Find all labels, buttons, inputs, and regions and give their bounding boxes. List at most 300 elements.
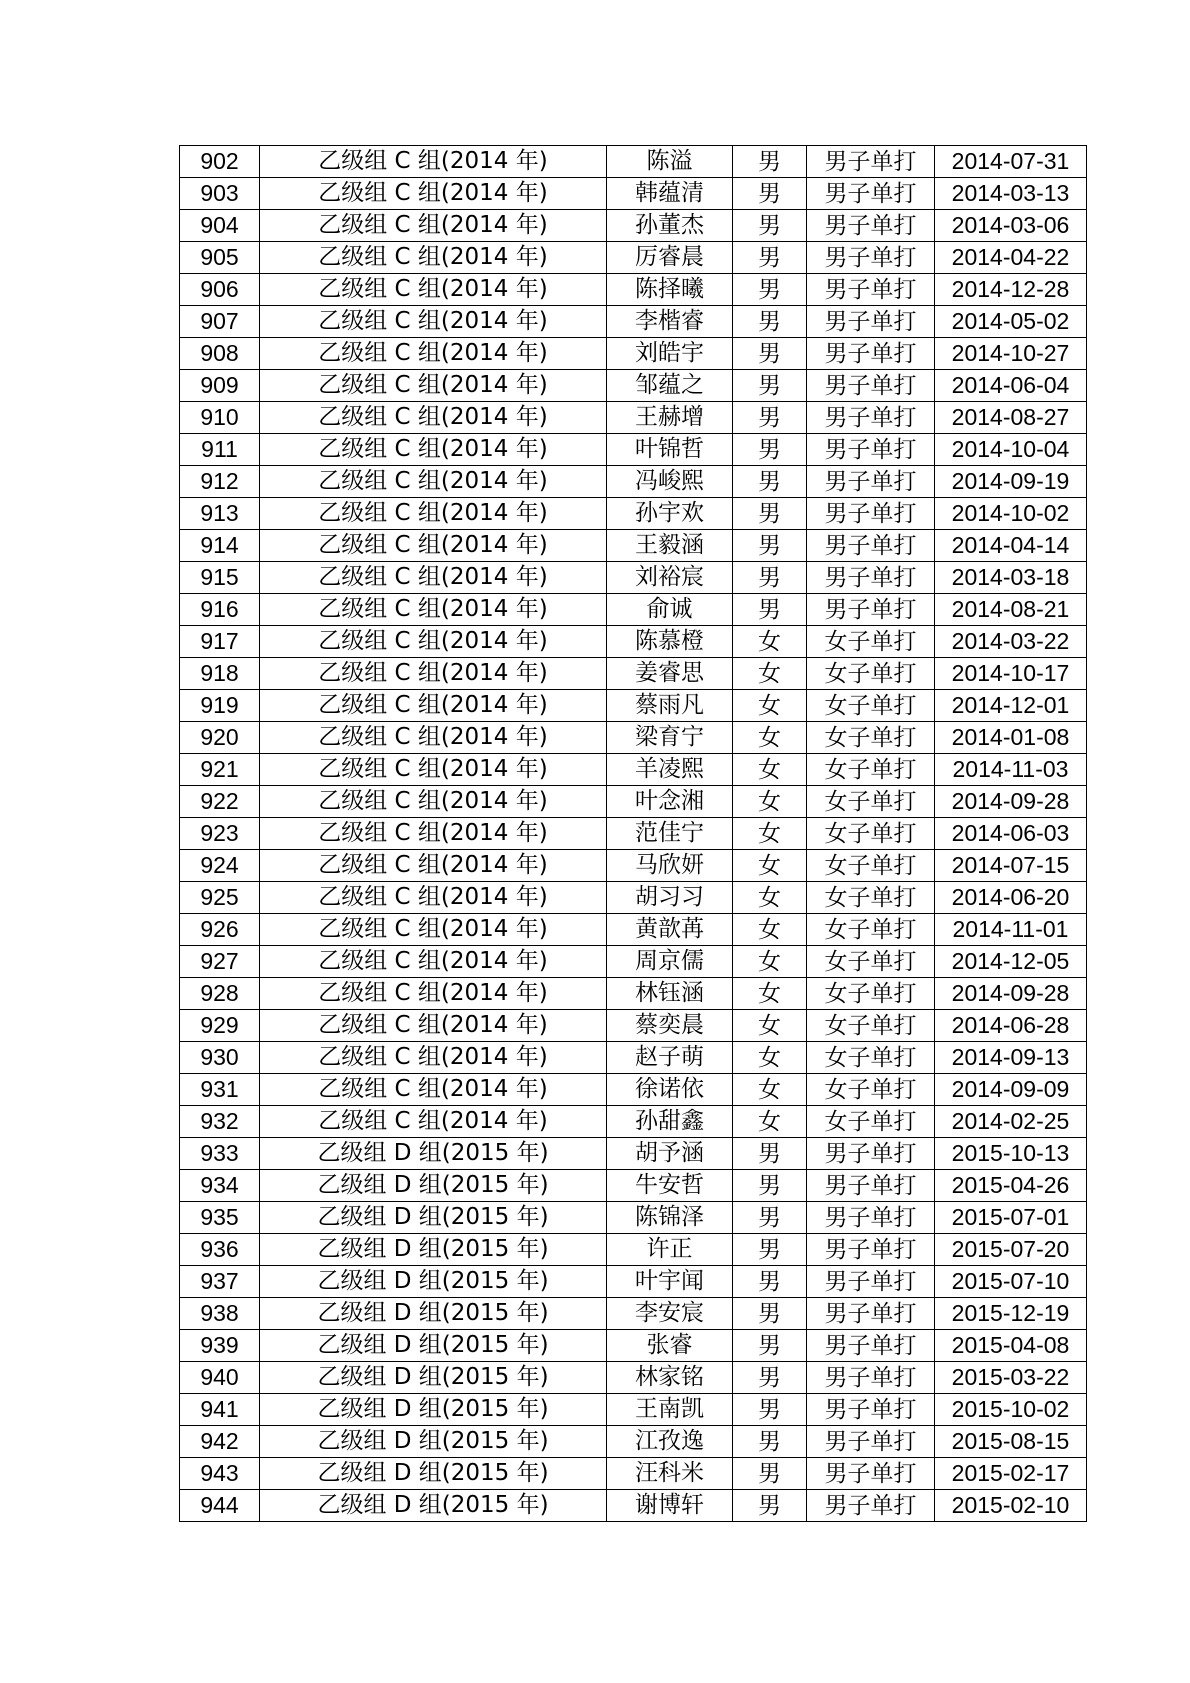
- gender-cell: 男: [733, 1298, 807, 1330]
- entry-number-cell: 941: [180, 1394, 260, 1426]
- entry-number-cell: 942: [180, 1426, 260, 1458]
- birth-date-cell: 2015-08-15: [935, 1426, 1087, 1458]
- age-group-cell: 乙级组 C 组(2014 年): [260, 178, 607, 210]
- birth-date-cell: 2015-10-13: [935, 1138, 1087, 1170]
- age-group-cell: 乙级组 C 组(2014 年): [260, 882, 607, 914]
- event-cell: 女子单打: [807, 1010, 935, 1042]
- player-name-cell: 厉睿晨: [607, 242, 733, 274]
- player-name-cell: 林家铭: [607, 1362, 733, 1394]
- table-row: [180, 1298, 1087, 1330]
- table-row: [180, 978, 1087, 1010]
- entry-number-cell: 924: [180, 850, 260, 882]
- event-cell: 女子单打: [807, 914, 935, 946]
- player-name-cell: 李楷睿: [607, 306, 733, 338]
- age-group-cell: 乙级组 D 组(2015 年): [260, 1330, 607, 1362]
- birth-date-cell: 2014-06-20: [935, 882, 1087, 914]
- birth-date-cell: 2014-03-18: [935, 562, 1087, 594]
- birth-date-cell: 2014-12-28: [935, 274, 1087, 306]
- gender-cell: 女: [733, 722, 807, 754]
- birth-date-cell: 2015-07-10: [935, 1266, 1087, 1298]
- event-cell: 男子单打: [807, 466, 935, 498]
- age-group-cell: 乙级组 D 组(2015 年): [260, 1170, 607, 1202]
- birth-date-cell: 2014-01-08: [935, 722, 1087, 754]
- age-group-cell: 乙级组 C 组(2014 年): [260, 754, 607, 786]
- entry-number-cell: 923: [180, 818, 260, 850]
- event-cell: 男子单打: [807, 498, 935, 530]
- event-cell: 男子单打: [807, 1234, 935, 1266]
- entry-number-cell: 912: [180, 466, 260, 498]
- player-name-cell: 姜睿思: [607, 658, 733, 690]
- age-group-cell: 乙级组 D 组(2015 年): [260, 1426, 607, 1458]
- age-group-cell: 乙级组 C 组(2014 年): [260, 370, 607, 402]
- birth-date-cell: 2014-10-02: [935, 498, 1087, 530]
- entry-number-cell: 935: [180, 1202, 260, 1234]
- gender-cell: 女: [733, 882, 807, 914]
- birth-date-cell: 2015-12-19: [935, 1298, 1087, 1330]
- birth-date-cell: 2015-03-22: [935, 1362, 1087, 1394]
- birth-date-cell: 2014-09-13: [935, 1042, 1087, 1074]
- gender-cell: 男: [733, 274, 807, 306]
- age-group-cell: 乙级组 C 组(2014 年): [260, 1042, 607, 1074]
- gender-cell: 男: [733, 1426, 807, 1458]
- entry-number-cell: 934: [180, 1170, 260, 1202]
- entry-number-cell: 943: [180, 1458, 260, 1490]
- age-group-cell: 乙级组 D 组(2015 年): [260, 1394, 607, 1426]
- table-row: [180, 274, 1087, 306]
- player-name-cell: 牛安哲: [607, 1170, 733, 1202]
- birth-date-cell: 2015-02-10: [935, 1490, 1087, 1522]
- entry-number-cell: 939: [180, 1330, 260, 1362]
- event-cell: 男子单打: [807, 1394, 935, 1426]
- birth-date-cell: 2014-10-17: [935, 658, 1087, 690]
- birth-date-cell: 2014-03-06: [935, 210, 1087, 242]
- gender-cell: 女: [733, 690, 807, 722]
- gender-cell: 女: [733, 914, 807, 946]
- age-group-cell: 乙级组 C 组(2014 年): [260, 786, 607, 818]
- event-cell: 女子单打: [807, 1074, 935, 1106]
- age-group-cell: 乙级组 D 组(2015 年): [260, 1234, 607, 1266]
- table-row: [180, 1490, 1087, 1522]
- age-group-cell: 乙级组 C 组(2014 年): [260, 242, 607, 274]
- player-name-cell: 邹蕴之: [607, 370, 733, 402]
- entry-number-cell: 902: [180, 146, 260, 178]
- entry-number-cell: 908: [180, 338, 260, 370]
- event-cell: 男子单打: [807, 562, 935, 594]
- event-cell: 男子单打: [807, 1490, 935, 1522]
- event-cell: 女子单打: [807, 786, 935, 818]
- birth-date-cell: 2014-06-03: [935, 818, 1087, 850]
- table-row: [180, 1010, 1087, 1042]
- player-name-cell: 孙甜鑫: [607, 1106, 733, 1138]
- event-cell: 男子单打: [807, 1426, 935, 1458]
- birth-date-cell: 2015-02-17: [935, 1458, 1087, 1490]
- player-name-cell: 陈择曦: [607, 274, 733, 306]
- gender-cell: 男: [733, 242, 807, 274]
- gender-cell: 男: [733, 434, 807, 466]
- player-name-cell: 梁育宁: [607, 722, 733, 754]
- age-group-cell: 乙级组 C 组(2014 年): [260, 1106, 607, 1138]
- table-row: [180, 1458, 1087, 1490]
- event-cell: 女子单打: [807, 882, 935, 914]
- gender-cell: 女: [733, 1074, 807, 1106]
- player-name-cell: 冯峻熙: [607, 466, 733, 498]
- gender-cell: 女: [733, 1042, 807, 1074]
- birth-date-cell: 2015-07-01: [935, 1202, 1087, 1234]
- birth-date-cell: 2014-10-04: [935, 434, 1087, 466]
- player-name-cell: 黄歆苒: [607, 914, 733, 946]
- table-row: [180, 786, 1087, 818]
- age-group-cell: 乙级组 C 组(2014 年): [260, 1074, 607, 1106]
- player-name-cell: 徐诺依: [607, 1074, 733, 1106]
- age-group-cell: 乙级组 C 组(2014 年): [260, 530, 607, 562]
- birth-date-cell: 2014-02-25: [935, 1106, 1087, 1138]
- age-group-cell: 乙级组 C 组(2014 年): [260, 402, 607, 434]
- gender-cell: 男: [733, 146, 807, 178]
- gender-cell: 男: [733, 1330, 807, 1362]
- age-group-cell: 乙级组 C 组(2014 年): [260, 274, 607, 306]
- age-group-cell: 乙级组 C 组(2014 年): [260, 210, 607, 242]
- player-name-cell: 叶念湘: [607, 786, 733, 818]
- gender-cell: 男: [733, 1170, 807, 1202]
- event-cell: 女子单打: [807, 818, 935, 850]
- entry-number-cell: 936: [180, 1234, 260, 1266]
- age-group-cell: 乙级组 C 组(2014 年): [260, 306, 607, 338]
- entry-number-cell: 911: [180, 434, 260, 466]
- age-group-cell: 乙级组 C 组(2014 年): [260, 146, 607, 178]
- table-row: [180, 658, 1087, 690]
- age-group-cell: 乙级组 C 组(2014 年): [260, 466, 607, 498]
- player-name-cell: 许正: [607, 1234, 733, 1266]
- player-name-cell: 羊凌熙: [607, 754, 733, 786]
- gender-cell: 女: [733, 786, 807, 818]
- birth-date-cell: 2014-03-22: [935, 626, 1087, 658]
- table-row: [180, 1106, 1087, 1138]
- table-row: [180, 466, 1087, 498]
- entry-number-cell: 944: [180, 1490, 260, 1522]
- entry-number-cell: 904: [180, 210, 260, 242]
- entry-number-cell: 914: [180, 530, 260, 562]
- table-row: [180, 338, 1087, 370]
- gender-cell: 男: [733, 1234, 807, 1266]
- table-row: [180, 530, 1087, 562]
- gender-cell: 男: [733, 530, 807, 562]
- event-cell: 男子单打: [807, 1138, 935, 1170]
- event-cell: 男子单打: [807, 1330, 935, 1362]
- table-row: [180, 210, 1087, 242]
- player-name-cell: 胡予涵: [607, 1138, 733, 1170]
- table-row: [180, 754, 1087, 786]
- gender-cell: 女: [733, 626, 807, 658]
- player-name-cell: 谢博轩: [607, 1490, 733, 1522]
- player-name-cell: 李安宸: [607, 1298, 733, 1330]
- gender-cell: 女: [733, 1106, 807, 1138]
- age-group-cell: 乙级组 C 组(2014 年): [260, 690, 607, 722]
- event-cell: 男子单打: [807, 370, 935, 402]
- event-cell: 男子单打: [807, 274, 935, 306]
- player-name-cell: 范佳宁: [607, 818, 733, 850]
- event-cell: 男子单打: [807, 306, 935, 338]
- table-row: [180, 306, 1087, 338]
- player-name-cell: 胡习习: [607, 882, 733, 914]
- event-cell: 男子单打: [807, 146, 935, 178]
- event-cell: 男子单打: [807, 242, 935, 274]
- gender-cell: 女: [733, 658, 807, 690]
- entry-number-cell: 931: [180, 1074, 260, 1106]
- event-cell: 女子单打: [807, 850, 935, 882]
- age-group-cell: 乙级组 C 组(2014 年): [260, 594, 607, 626]
- table-row: [180, 722, 1087, 754]
- gender-cell: 男: [733, 306, 807, 338]
- table-row: [180, 946, 1087, 978]
- birth-date-cell: 2014-05-02: [935, 306, 1087, 338]
- age-group-cell: 乙级组 C 组(2014 年): [260, 1010, 607, 1042]
- table-row: [180, 562, 1087, 594]
- gender-cell: 女: [733, 754, 807, 786]
- gender-cell: 男: [733, 1202, 807, 1234]
- event-cell: 男子单打: [807, 338, 935, 370]
- table-row: [180, 402, 1087, 434]
- table-row: [180, 1426, 1087, 1458]
- event-cell: 男子单打: [807, 178, 935, 210]
- birth-date-cell: 2014-03-13: [935, 178, 1087, 210]
- entry-number-cell: 933: [180, 1138, 260, 1170]
- birth-date-cell: 2015-10-02: [935, 1394, 1087, 1426]
- gender-cell: 女: [733, 946, 807, 978]
- age-group-cell: 乙级组 C 组(2014 年): [260, 818, 607, 850]
- player-name-cell: 赵子萌: [607, 1042, 733, 1074]
- event-cell: 女子单打: [807, 722, 935, 754]
- table-row: [180, 1074, 1087, 1106]
- table-row: [180, 626, 1087, 658]
- table-row: [180, 1138, 1087, 1170]
- age-group-cell: 乙级组 C 组(2014 年): [260, 722, 607, 754]
- event-cell: 男子单打: [807, 1362, 935, 1394]
- age-group-cell: 乙级组 C 组(2014 年): [260, 658, 607, 690]
- entry-number-cell: 920: [180, 722, 260, 754]
- entry-number-cell: 906: [180, 274, 260, 306]
- event-cell: 男子单打: [807, 530, 935, 562]
- age-group-cell: 乙级组 D 组(2015 年): [260, 1458, 607, 1490]
- age-group-cell: 乙级组 D 组(2015 年): [260, 1490, 607, 1522]
- gender-cell: 男: [733, 1394, 807, 1426]
- gender-cell: 女: [733, 850, 807, 882]
- player-name-cell: 马欣妍: [607, 850, 733, 882]
- birth-date-cell: 2015-07-20: [935, 1234, 1087, 1266]
- gender-cell: 男: [733, 338, 807, 370]
- roster-table: [179, 145, 1087, 1522]
- player-name-cell: 王南凯: [607, 1394, 733, 1426]
- table-row: [180, 818, 1087, 850]
- entry-number-cell: 909: [180, 370, 260, 402]
- table-row: [180, 434, 1087, 466]
- player-name-cell: 汪科米: [607, 1458, 733, 1490]
- entry-number-cell: 910: [180, 402, 260, 434]
- age-group-cell: 乙级组 D 组(2015 年): [260, 1266, 607, 1298]
- gender-cell: 女: [733, 978, 807, 1010]
- table-row: [180, 178, 1087, 210]
- player-name-cell: 孙董杰: [607, 210, 733, 242]
- birth-date-cell: 2014-11-03: [935, 754, 1087, 786]
- entry-number-cell: 937: [180, 1266, 260, 1298]
- player-name-cell: 叶锦哲: [607, 434, 733, 466]
- event-cell: 男子单打: [807, 1298, 935, 1330]
- birth-date-cell: 2014-04-22: [935, 242, 1087, 274]
- player-name-cell: 王赫增: [607, 402, 733, 434]
- table-row: [180, 146, 1087, 178]
- gender-cell: 男: [733, 562, 807, 594]
- entry-number-cell: 922: [180, 786, 260, 818]
- age-group-cell: 乙级组 C 组(2014 年): [260, 914, 607, 946]
- player-name-cell: 俞诚: [607, 594, 733, 626]
- age-group-cell: 乙级组 C 组(2014 年): [260, 850, 607, 882]
- entry-number-cell: 927: [180, 946, 260, 978]
- gender-cell: 男: [733, 466, 807, 498]
- table-row: [180, 882, 1087, 914]
- age-group-cell: 乙级组 D 组(2015 年): [260, 1202, 607, 1234]
- birth-date-cell: 2014-12-05: [935, 946, 1087, 978]
- event-cell: 女子单打: [807, 946, 935, 978]
- event-cell: 男子单打: [807, 1170, 935, 1202]
- entry-number-cell: 925: [180, 882, 260, 914]
- gender-cell: 男: [733, 1362, 807, 1394]
- table-row: [180, 1330, 1087, 1362]
- age-group-cell: 乙级组 D 组(2015 年): [260, 1298, 607, 1330]
- entry-number-cell: 919: [180, 690, 260, 722]
- player-name-cell: 王毅涵: [607, 530, 733, 562]
- entry-number-cell: 913: [180, 498, 260, 530]
- birth-date-cell: 2014-08-27: [935, 402, 1087, 434]
- birth-date-cell: 2014-09-28: [935, 786, 1087, 818]
- birth-date-cell: 2014-07-15: [935, 850, 1087, 882]
- event-cell: 女子单打: [807, 978, 935, 1010]
- entry-number-cell: 916: [180, 594, 260, 626]
- gender-cell: 男: [733, 1490, 807, 1522]
- entry-number-cell: 929: [180, 1010, 260, 1042]
- age-group-cell: 乙级组 C 组(2014 年): [260, 946, 607, 978]
- entry-number-cell: 926: [180, 914, 260, 946]
- player-name-cell: 蔡奕晨: [607, 1010, 733, 1042]
- table-row: [180, 498, 1087, 530]
- player-name-cell: 陈溢: [607, 146, 733, 178]
- gender-cell: 男: [733, 370, 807, 402]
- age-group-cell: 乙级组 D 组(2015 年): [260, 1362, 607, 1394]
- entry-number-cell: 907: [180, 306, 260, 338]
- age-group-cell: 乙级组 D 组(2015 年): [260, 1138, 607, 1170]
- table-row: [180, 594, 1087, 626]
- player-name-cell: 韩蕴清: [607, 178, 733, 210]
- gender-cell: 男: [733, 1458, 807, 1490]
- table-row: [180, 1234, 1087, 1266]
- entry-number-cell: 917: [180, 626, 260, 658]
- table-row: [180, 1202, 1087, 1234]
- entry-number-cell: 918: [180, 658, 260, 690]
- entry-number-cell: 940: [180, 1362, 260, 1394]
- table-row: [180, 850, 1087, 882]
- birth-date-cell: 2014-06-04: [935, 370, 1087, 402]
- roster-table-body: [180, 146, 1087, 1522]
- player-name-cell: 刘裕宸: [607, 562, 733, 594]
- event-cell: 男子单打: [807, 1458, 935, 1490]
- entry-number-cell: 928: [180, 978, 260, 1010]
- player-name-cell: 孙宇欢: [607, 498, 733, 530]
- entry-number-cell: 905: [180, 242, 260, 274]
- event-cell: 女子单打: [807, 754, 935, 786]
- birth-date-cell: 2014-09-19: [935, 466, 1087, 498]
- player-name-cell: 林钰涵: [607, 978, 733, 1010]
- event-cell: 男子单打: [807, 594, 935, 626]
- player-name-cell: 陈锦泽: [607, 1202, 733, 1234]
- table-row: [180, 1042, 1087, 1074]
- age-group-cell: 乙级组 C 组(2014 年): [260, 498, 607, 530]
- birth-date-cell: 2015-04-26: [935, 1170, 1087, 1202]
- birth-date-cell: 2014-12-01: [935, 690, 1087, 722]
- birth-date-cell: 2014-10-27: [935, 338, 1087, 370]
- entry-number-cell: 930: [180, 1042, 260, 1074]
- event-cell: 女子单打: [807, 690, 935, 722]
- birth-date-cell: 2014-08-21: [935, 594, 1087, 626]
- player-name-cell: 陈慕橙: [607, 626, 733, 658]
- birth-date-cell: 2015-04-08: [935, 1330, 1087, 1362]
- gender-cell: 男: [733, 594, 807, 626]
- birth-date-cell: 2014-06-28: [935, 1010, 1087, 1042]
- age-group-cell: 乙级组 C 组(2014 年): [260, 626, 607, 658]
- gender-cell: 女: [733, 1010, 807, 1042]
- table-row: [180, 242, 1087, 274]
- gender-cell: 女: [733, 818, 807, 850]
- entry-number-cell: 921: [180, 754, 260, 786]
- gender-cell: 男: [733, 402, 807, 434]
- age-group-cell: 乙级组 C 组(2014 年): [260, 978, 607, 1010]
- entry-number-cell: 938: [180, 1298, 260, 1330]
- table-row: [180, 1362, 1087, 1394]
- gender-cell: 男: [733, 498, 807, 530]
- player-name-cell: 江孜逸: [607, 1426, 733, 1458]
- event-cell: 女子单打: [807, 1042, 935, 1074]
- player-name-cell: 蔡雨凡: [607, 690, 733, 722]
- event-cell: 男子单打: [807, 434, 935, 466]
- event-cell: 男子单打: [807, 1266, 935, 1298]
- table-row: [180, 1266, 1087, 1298]
- event-cell: 男子单打: [807, 402, 935, 434]
- player-name-cell: 叶宇闻: [607, 1266, 733, 1298]
- birth-date-cell: 2014-07-31: [935, 146, 1087, 178]
- player-name-cell: 周京儒: [607, 946, 733, 978]
- age-group-cell: 乙级组 C 组(2014 年): [260, 434, 607, 466]
- player-name-cell: 刘皓宇: [607, 338, 733, 370]
- gender-cell: 男: [733, 1266, 807, 1298]
- event-cell: 女子单打: [807, 626, 935, 658]
- age-group-cell: 乙级组 C 组(2014 年): [260, 338, 607, 370]
- gender-cell: 男: [733, 178, 807, 210]
- table-row: [180, 370, 1087, 402]
- event-cell: 女子单打: [807, 658, 935, 690]
- age-group-cell: 乙级组 C 组(2014 年): [260, 562, 607, 594]
- birth-date-cell: 2014-11-01: [935, 914, 1087, 946]
- event-cell: 女子单打: [807, 1106, 935, 1138]
- entry-number-cell: 903: [180, 178, 260, 210]
- birth-date-cell: 2014-09-09: [935, 1074, 1087, 1106]
- event-cell: 男子单打: [807, 210, 935, 242]
- entry-number-cell: 932: [180, 1106, 260, 1138]
- table-row: [180, 914, 1087, 946]
- table-row: [180, 1394, 1087, 1426]
- table-row: [180, 1170, 1087, 1202]
- birth-date-cell: 2014-09-28: [935, 978, 1087, 1010]
- table-row: [180, 690, 1087, 722]
- gender-cell: 男: [733, 1138, 807, 1170]
- event-cell: 男子单打: [807, 1202, 935, 1234]
- player-name-cell: 张睿: [607, 1330, 733, 1362]
